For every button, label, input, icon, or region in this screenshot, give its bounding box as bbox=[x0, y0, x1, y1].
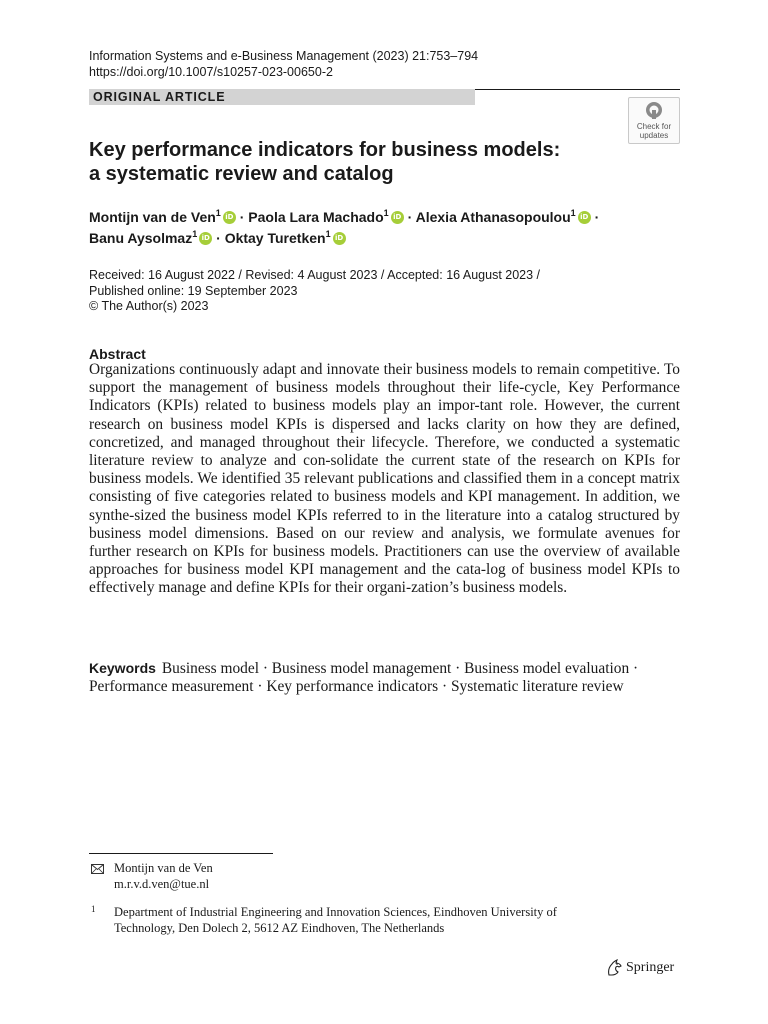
article-type: ORIGINAL ARTICLE bbox=[93, 90, 226, 104]
corresponding-author bbox=[114, 861, 213, 892]
title-line-1: Key performance indicators for business models: bbox=[89, 139, 561, 161]
article-title bbox=[89, 138, 609, 186]
header-rule bbox=[475, 89, 680, 90]
author-name[interactable]: Banu Aysolmaz bbox=[89, 230, 193, 246]
author-affiliation-mark: 1 bbox=[570, 208, 576, 218]
author-separator: · bbox=[407, 209, 413, 225]
corresponding-author-email[interactable]: m.r.v.d.ven@tue.nl bbox=[114, 876, 210, 891]
orcid-icon[interactable] bbox=[333, 232, 346, 245]
author-affiliation-mark: 1 bbox=[215, 208, 221, 218]
affiliation-text: Department of Industrial Engineering and Innovation Sciences, Eindhoven University of Technology, Den Dolech 2, 5612 AZ Eindhoven, The Netherlands bbox=[114, 905, 557, 935]
envelope-icon bbox=[91, 864, 104, 874]
abstract-text: Organizations continuously adapt and innovate their business models to remain competitive. To support the management of business models throughout their life-cycle, Key Performance Indicators (KPIs) related to business models play an impor-tant role. However, the current research on business model KPIs is dispersed and lacks clarity on how they are defined, concretized, and managed throughout their lifecycle. Therefore, we conducted a systematic literature review to analyze and con-solidate the current state of the research on KPIs for business models. We identified 35 relevant publications and classified them in a concept matrix consisting of five categories related to business models and KPI management. In addition, we synthe-sized the business model KPIs referred to in the literature into a catalog structured by business model dimensions. Based on our review and analysis, we formulate avenues for further research on KPIs for business models. Practitioners can use the overview of available approaches for business model KPI management and the cata-log of business model KPIs to effectively manage and define KPIs for their organi-zation’s business models. bbox=[89, 361, 680, 597]
author-list bbox=[89, 207, 679, 249]
abstract-heading: Abstract bbox=[89, 346, 146, 362]
publisher-name: Springer bbox=[626, 960, 675, 975]
keywords-block bbox=[89, 659, 680, 696]
orcid-icon[interactable] bbox=[199, 232, 212, 245]
affiliation-number: 1 bbox=[91, 904, 96, 914]
publication-history bbox=[89, 268, 540, 315]
journal-header bbox=[89, 49, 478, 80]
check-for-updates-badge[interactable] bbox=[628, 97, 680, 144]
author-affiliation-mark: 1 bbox=[383, 208, 389, 218]
author-name[interactable]: Alexia Athanasopoulou bbox=[415, 209, 571, 225]
author-separator: · bbox=[239, 209, 245, 225]
crossmark-label-1: Check for bbox=[636, 122, 672, 131]
history-dates: Received: 16 August 2022 / Revised: 4 August 2023 / Accepted: 16 August 2023 / bbox=[89, 268, 541, 282]
keywords-label: Keywords bbox=[89, 660, 156, 676]
crossmark-label-2: updates bbox=[639, 131, 669, 140]
copyright-notice: © The Author(s) 2023 bbox=[89, 299, 209, 313]
footnote-rule bbox=[89, 853, 273, 854]
author-name[interactable]: Oktay Turetken bbox=[224, 230, 326, 246]
author-affiliation-mark: 1 bbox=[192, 229, 198, 239]
history-published: Published online: 19 September 2023 bbox=[89, 283, 298, 298]
author-separator: · bbox=[216, 230, 221, 246]
corresponding-author-name: Montijn van de Ven bbox=[114, 861, 213, 875]
author-affiliation-mark: 1 bbox=[325, 229, 331, 239]
keywords-text: Business model · Business model management · Business model evaluation · Performance measurement · Key performance indicators · Systematic literature review bbox=[89, 660, 639, 696]
doi-link[interactable]: https://doi.org/10.1007/s10257-023-00650-2 bbox=[89, 64, 333, 79]
crossmark-icon bbox=[645, 101, 663, 119]
orcid-icon[interactable] bbox=[391, 211, 404, 224]
author-name[interactable]: Montijn van de Ven bbox=[89, 209, 216, 225]
orcid-icon[interactable] bbox=[578, 211, 591, 224]
journal-citation: Information Systems and e-Business Management (2023) 21:753–794 bbox=[89, 49, 479, 63]
orcid-icon[interactable] bbox=[223, 211, 236, 224]
title-line-2: a systematic review and catalog bbox=[89, 163, 394, 185]
springer-horse-icon bbox=[606, 959, 623, 977]
author-separator: · bbox=[594, 209, 600, 225]
author-name[interactable]: Paola Lara Machado bbox=[248, 209, 384, 225]
